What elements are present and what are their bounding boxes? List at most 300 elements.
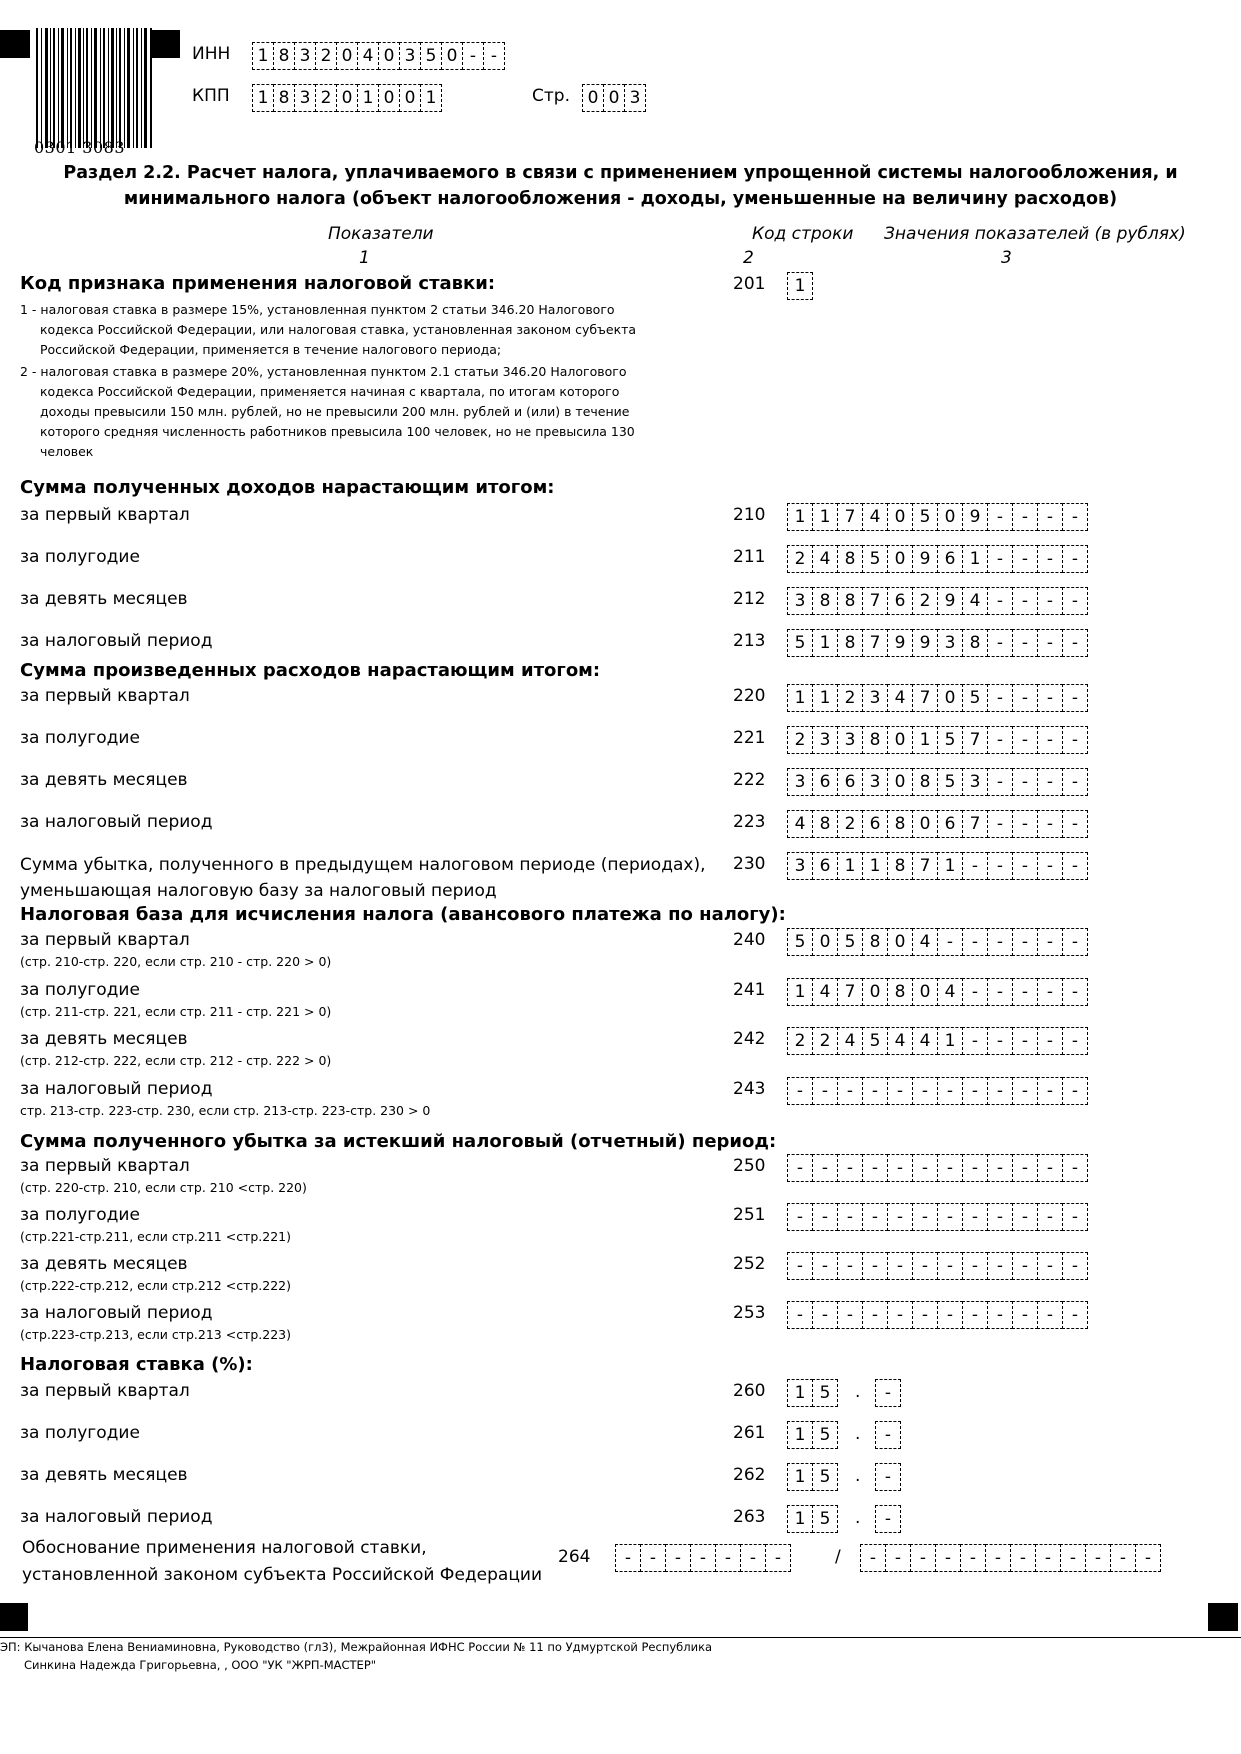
digit-cell: - [1037,726,1063,754]
digit-cell: 0 [937,684,963,712]
digit-cell: - [987,1077,1013,1105]
base-row-label: за девять месяцев [20,1029,188,1049]
digit-cell: 6 [862,810,888,838]
digit-cell: 4 [912,928,938,956]
digit-cell: 9 [887,629,913,657]
digit-cell: 1 [812,684,838,712]
base-row-formula: (стр. 211-стр. 221, если стр. 211 - стр. 221 > 0) [20,1004,332,1019]
digit-cell: - [1062,684,1088,712]
digit-cell: - [1062,545,1088,573]
digit-cell: 6 [812,768,838,796]
income-row-label: за полугодие [20,547,140,567]
rate-int-cells-262 [787,1463,837,1491]
digit-cell: 5 [937,768,963,796]
digit-cell: - [912,1301,938,1329]
digit-cell: 6 [812,852,838,880]
digit-cell: - [1037,1077,1063,1105]
digit-cell: 3 [962,768,988,796]
income-cells-212 [787,587,1087,615]
digit-cell: - [1012,810,1038,838]
digit-cell: - [1012,503,1038,531]
column-header-code: Код строки [752,224,854,244]
digit-cell: 1 [252,42,274,70]
digit-cell: 1 [420,84,442,112]
digit-cell: 2 [912,587,938,615]
digit-cell: - [812,1154,838,1182]
loss-row-formula: (стр. 220-стр. 210, если стр. 210 <стр. 220) [20,1180,307,1195]
digit-cell: - [787,1154,813,1182]
digit-cell: - [837,1154,863,1182]
digit-cell: - [1062,1154,1088,1182]
digit-cell: - [987,810,1013,838]
digit-cell: - [1062,629,1088,657]
digit-cell: - [937,928,963,956]
digit-cell: - [937,1301,963,1329]
digit-cell: 9 [912,629,938,657]
digit-cell: - [987,768,1013,796]
digit-cell: 5 [837,928,863,956]
digit-cell: - [935,1544,961,1572]
digit-cell: - [987,928,1013,956]
digit-cell: - [690,1544,716,1572]
digit-cell: 0 [887,768,913,796]
rate-code-note-1: 1 - налоговая ставка в размере 15%, установленная пунктом 2 статьи 346.20 Налогового кодекса Российской Федерации, или налоговая ставка, установленная законом субъекта Российской Федерации, применяется в течение налогового периода; [20,302,637,357]
expenses-cells-223 [787,810,1087,838]
kpp-label: КПП [192,86,230,106]
digit-cell: - [1062,503,1088,531]
expenses-cells-220 [787,684,1087,712]
column-number-3: 3 [1001,248,1012,268]
corner-marker-bottom-left [0,1603,28,1631]
section-title-line1: Раздел 2.2. Расчет налога, уплачиваемого в связи с применением упрощенной системы налогообложения, и [63,163,1178,183]
digit-cell: - [812,1252,838,1280]
rate-decimal-point: . [855,1466,861,1486]
digit-cell: 1 [787,684,813,712]
digit-cell: - [987,684,1013,712]
digit-cell: 6 [837,768,863,796]
income-cells-210 [787,503,1087,531]
digit-cell: 2 [787,726,813,754]
digit-cell: - [860,1544,886,1572]
income-row-label: за девять месяцев [20,589,188,609]
digit-cell: - [1062,587,1088,615]
digit-cell: - [1012,1252,1038,1280]
digit-cell: - [1012,1203,1038,1231]
digit-cell: - [1037,545,1063,573]
rate-decimal-point: . [855,1508,861,1528]
digit-cell: 1 [787,978,813,1006]
rate-row-label: за девять месяцев [20,1465,188,1485]
digit-cell: - [765,1544,791,1572]
digit-cell: 0 [862,978,888,1006]
digit-cell: - [812,1203,838,1231]
digit-cell: 0 [937,503,963,531]
digit-cell: - [912,1154,938,1182]
loss-row-formula: (стр.221-стр.211, если стр.211 <стр.221) [20,1229,291,1244]
rate-row-label: за полугодие [20,1423,140,1443]
digit-cell: 8 [837,629,863,657]
digit-cell: - [862,1203,888,1231]
expenses-row-label: за полугодие [20,728,140,748]
rate-frac-cells-261 [875,1421,900,1449]
section-title [0,160,1241,212]
line-code-222: 222 [733,770,766,790]
line-code-243: 243 [733,1079,766,1099]
rate-int-cells-261 [787,1421,837,1449]
loss-prev-label: Сумма убытка, полученного в предыдущем налоговом периоде (периодах), уменьшающая налоговую базу за налоговый период [20,855,706,901]
digit-cell: 3 [862,684,888,712]
digit-cell: 8 [862,928,888,956]
digit-cell: 4 [962,587,988,615]
loss-cells-251 [787,1203,1087,1231]
base-cells-242 [787,1027,1087,1055]
line-code-261: 261 [733,1423,766,1443]
line-code-252: 252 [733,1254,766,1274]
digit-cell: - [1037,1027,1063,1055]
digit-cell: - [1012,684,1038,712]
base-cells-243 [787,1077,1087,1105]
digit-cell: 0 [441,42,463,70]
digit-cell: 7 [837,978,863,1006]
digit-cell: - [985,1544,1011,1572]
line-code-220: 220 [733,686,766,706]
digit-cell: - [837,1301,863,1329]
digit-cell: 1 [962,545,988,573]
rate-row-label: за первый квартал [20,1381,190,1401]
digit-cell: 5 [812,1379,838,1407]
digit-cell: - [862,1154,888,1182]
digit-cell: 5 [912,503,938,531]
digit-cell: - [812,1077,838,1105]
digit-cell: - [987,726,1013,754]
corner-marker-top-left [0,30,30,58]
digit-cell: 0 [912,810,938,838]
digit-cell: - [1010,1544,1036,1572]
digit-cell: - [1037,978,1063,1006]
digit-cell: 2 [787,1027,813,1055]
digit-cell: 8 [887,810,913,838]
line-code-212: 212 [733,589,766,609]
digit-cell: 0 [378,84,400,112]
digit-cell: 7 [912,852,938,880]
digit-cell: - [887,1301,913,1329]
digit-cell: 2 [787,545,813,573]
rate-decimal-point: . [855,1382,861,1402]
digit-cell: 8 [812,810,838,838]
digit-cell: - [962,978,988,1006]
digit-cell: - [1012,768,1038,796]
digit-cell: 0 [603,84,625,112]
digit-cell: - [1062,928,1088,956]
digit-cell: 6 [937,810,963,838]
base-row-label: за первый квартал [20,930,190,950]
digit-cell: - [987,852,1013,880]
digit-cell: - [987,629,1013,657]
digit-cell: 4 [862,503,888,531]
digit-cell: - [1037,587,1063,615]
digit-cell: - [937,1252,963,1280]
digit-cell: 8 [912,768,938,796]
line-code-241: 241 [733,980,766,1000]
digit-cell: - [1037,1301,1063,1329]
digit-cell: 0 [887,503,913,531]
digit-cell: - [887,1154,913,1182]
line-code-263: 263 [733,1507,766,1527]
section-title-line2: минимального налога (объект налогообложения - доходы, уменьшенные на величину расходов) [123,189,1118,209]
digit-cell: - [987,1301,1013,1329]
base-row-formula: (стр. 212-стр. 222, если стр. 212 - стр. 222 > 0) [20,1053,332,1068]
digit-cell: - [962,1203,988,1231]
digit-cell: - [665,1544,691,1572]
digit-cell: - [1035,1544,1061,1572]
digit-cell: - [987,587,1013,615]
digit-cell: - [875,1505,901,1533]
line-code-264: 264 [558,1547,591,1567]
digit-cell: - [1037,1252,1063,1280]
digit-cell: 3 [787,587,813,615]
digit-cell: - [962,928,988,956]
digit-cell: - [812,1301,838,1329]
line-code-253: 253 [733,1303,766,1323]
digit-cell: - [937,1077,963,1105]
digit-cell: - [787,1301,813,1329]
inn-cells [252,42,504,70]
digit-cell: - [1037,629,1063,657]
digit-cell: 6 [887,587,913,615]
column-number-1: 1 [359,248,370,268]
digit-cell: - [1062,768,1088,796]
digit-cell: 5 [812,1505,838,1533]
digit-cell: 7 [862,587,888,615]
digit-cell: - [987,1252,1013,1280]
page-label: Стр. [532,86,570,106]
digit-cell: - [1060,1544,1086,1572]
digit-cell: 0 [399,84,421,112]
page-cells [582,84,645,112]
digit-cell: 1 [812,503,838,531]
digit-cell: - [640,1544,666,1572]
digit-cell: 5 [862,1027,888,1055]
basis-cells-part2 [860,1544,1160,1572]
corner-marker-bottom-right [1208,1603,1238,1631]
digit-cell: 7 [837,503,863,531]
expenses-cells-221 [787,726,1087,754]
digit-cell: 9 [937,587,963,615]
digit-cell: 1 [787,272,813,300]
barcode-image [36,28,154,148]
digit-cell: 0 [887,928,913,956]
digit-cell: 1 [837,852,863,880]
digit-cell: - [862,1077,888,1105]
loss-row-label: за девять месяцев [20,1254,188,1274]
base-cells-240 [787,928,1087,956]
digit-cell: 1 [787,1505,813,1533]
digit-cell: 2 [315,84,337,112]
digit-cell: 5 [812,1421,838,1449]
digit-cell: 0 [378,42,400,70]
digit-cell: - [987,503,1013,531]
digit-cell: 0 [812,928,838,956]
loss-prev-cells-230 [787,852,1087,880]
digit-cell: - [1012,545,1038,573]
rate-int-cells-263 [787,1505,837,1533]
rate-int-cells-260 [787,1379,837,1407]
digit-cell: - [1135,1544,1161,1572]
digit-cell: 4 [937,978,963,1006]
digit-cell: - [1037,1203,1063,1231]
digit-cell: 8 [887,978,913,1006]
digit-cell: 4 [887,1027,913,1055]
rate-frac-cells-262 [875,1463,900,1491]
digit-cell: 2 [315,42,337,70]
digit-cell: - [1012,1301,1038,1329]
digit-cell: - [1037,810,1063,838]
digit-cell: - [1110,1544,1136,1572]
digit-cell: - [1012,1077,1038,1105]
digit-cell: - [1037,503,1063,531]
line-code-221: 221 [733,728,766,748]
income-row-label: за первый квартал [20,505,190,525]
rate-row-label: за налоговый период [20,1507,213,1527]
rate-code-title: Код признака применения налоговой ставки: [20,273,496,294]
line-code-260: 260 [733,1381,766,1401]
column-header-values: Значения показателей (в рублях) [884,224,1186,244]
digit-cell: 5 [962,684,988,712]
digit-cell: - [987,545,1013,573]
digit-cell: 8 [862,726,888,754]
loss-row-formula: (стр.222-стр.212, если стр.212 <стр.222) [20,1278,291,1293]
digit-cell: 1 [937,852,963,880]
digit-cell: - [1012,726,1038,754]
expenses-row-label: за налоговый период [20,812,213,832]
digit-cell: - [1062,810,1088,838]
digit-cell: - [987,1027,1013,1055]
digit-cell: 8 [837,545,863,573]
digit-cell: 9 [962,503,988,531]
digit-cell: - [910,1544,936,1572]
digit-cell: 0 [336,42,358,70]
digit-cell: - [962,852,988,880]
digit-cell: - [1037,928,1063,956]
loss-row-label: за первый квартал [20,1156,190,1176]
digit-cell: - [787,1252,813,1280]
digit-cell: 5 [787,629,813,657]
digit-cell: 8 [273,42,295,70]
digit-cell: 4 [912,1027,938,1055]
loss-row-label: за налоговый период [20,1303,213,1323]
digit-cell: 3 [812,726,838,754]
digit-cell: 8 [837,587,863,615]
digit-cell: 8 [962,629,988,657]
digit-cell: 8 [812,587,838,615]
barcode-number: 0301 3083 [34,138,126,157]
digit-cell: - [1012,629,1038,657]
base-cells-241 [787,978,1087,1006]
digit-cell: - [1012,1027,1038,1055]
loss-cells-253 [787,1301,1087,1329]
digit-cell: - [862,1252,888,1280]
digit-cell: - [462,42,484,70]
digit-cell: - [1085,1544,1111,1572]
expenses-title: Сумма произведенных расходов нарастающим итогом: [20,660,601,681]
base-row-label: за полугодие [20,980,140,1000]
line-code-211: 211 [733,547,766,567]
digit-cell: - [962,1154,988,1182]
loss-cells-252 [787,1252,1087,1280]
digit-cell: - [1037,768,1063,796]
digit-cell: 7 [962,726,988,754]
digit-cell: 8 [887,852,913,880]
digit-cell: 0 [887,726,913,754]
digit-cell: 2 [837,810,863,838]
expenses-row-label: за первый квартал [20,686,190,706]
signature-line-1: ЭП: Кычанова Елена Вениаминовна, Руководство (гл3), Межрайонная ИФНС России № 11 по Удмуртской Республика [0,1640,713,1654]
digit-cell: 7 [912,684,938,712]
digit-cell: - [1062,852,1088,880]
digit-cell: - [960,1544,986,1572]
digit-cell: 9 [912,545,938,573]
digit-cell: 3 [862,768,888,796]
line-code-223: 223 [733,812,766,832]
line-code-242: 242 [733,1029,766,1049]
digit-cell: 3 [624,84,646,112]
digit-cell: - [1037,1154,1063,1182]
rate-frac-cells-260 [875,1379,900,1407]
basis-cells-part1 [615,1544,790,1572]
basis-slash: / [835,1547,841,1567]
corner-marker-top-right [152,30,180,58]
rate-title: Налоговая ставка (%): [20,1354,253,1375]
income-cells-213 [787,629,1087,657]
digit-cell: - [962,1027,988,1055]
digit-cell: - [483,42,505,70]
digit-cell: - [962,1077,988,1105]
digit-cell: - [1037,684,1063,712]
digit-cell: - [787,1077,813,1105]
digit-cell: 2 [837,684,863,712]
digit-cell: - [1012,1154,1038,1182]
digit-cell: - [1062,1077,1088,1105]
line-code-213: 213 [733,631,766,651]
signature-line-2: Синкина Надежда Григорьевна, , ООО "УК "ЖРП-МАСТЕР" [24,1658,377,1672]
base-title: Налоговая база для исчисления налога (авансового платежа по налогу): [20,904,786,925]
digit-cell: 1 [787,1379,813,1407]
digit-cell: 4 [812,545,838,573]
line-code-230: 230 [733,854,766,874]
digit-cell: 3 [787,852,813,880]
base-row-formula: (стр. 210-стр. 220, если стр. 210 - стр. 220 > 0) [20,954,332,969]
loss-title: Сумма полученного убытка за истекший налоговый (отчетный) период: [20,1131,777,1152]
rate-code-note-2: 2 - налоговая ставка в размере 20%, установленная пунктом 2.1 статьи 346.20 Налогового кодекса Российской Федерации, применяется начиная с квартала, по итогам которого доходы превысили 150 млн. рублей, но не превысили 200 млн. рублей и (или) в течение которого средняя численность работников превысила 100 человек, но не превысила 130 человек [20,364,635,459]
digit-cell: - [1062,1301,1088,1329]
digit-cell: - [787,1203,813,1231]
digit-cell: 6 [937,545,963,573]
digit-cell: 1 [787,1463,813,1491]
expenses-cells-222 [787,768,1087,796]
line-code-210: 210 [733,505,766,525]
digit-cell: - [912,1077,938,1105]
digit-cell: 5 [937,726,963,754]
digit-cell: - [912,1252,938,1280]
digit-cell: 3 [294,42,316,70]
digit-cell: 4 [837,1027,863,1055]
digit-cell: - [837,1252,863,1280]
digit-cell: 7 [962,810,988,838]
digit-cell: 5 [812,1463,838,1491]
loss-cells-250 [787,1154,1087,1182]
digit-cell: 5 [420,42,442,70]
digit-cell: 1 [912,726,938,754]
